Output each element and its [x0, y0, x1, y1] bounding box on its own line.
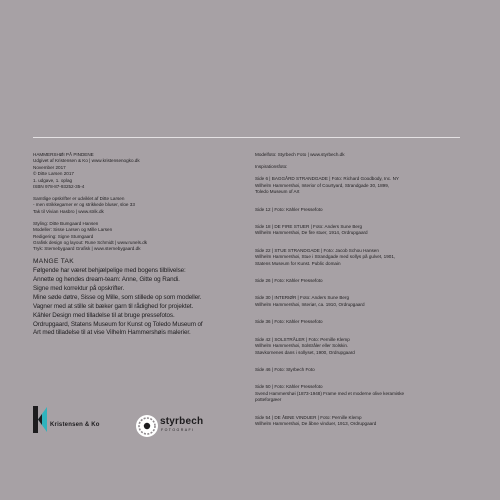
thanks-line: Mine søde døtre, Sisse og Mille, som stillede op som modeller. [33, 293, 202, 301]
photo-credit-entry [255, 176, 465, 195]
photo-credit-line: Wilhelm Hammershøi, De fire stuer, 1914, Ordrupgaard [255, 230, 368, 236]
photo-credit-line: Side 46 | Foto: Styrbech Foto [255, 366, 315, 372]
thanks-text [33, 267, 238, 338]
publish-date: November 2017 [33, 164, 66, 170]
styrbech-logo-icon [135, 414, 159, 438]
photo-credit-line: Wilhelm Hammershøi, De åbne vinduer, 1913, Ordrupgaard [255, 420, 377, 426]
divider-line [33, 137, 460, 138]
thanks-heading: MANGE TAK [33, 258, 74, 266]
photographer-logo-text: styrbech [160, 416, 204, 427]
colophon [33, 152, 238, 190]
logo-row [33, 406, 213, 440]
photo-credit-line: Side 50 | Foto: Kähler Pressefoto [255, 384, 323, 390]
photo-credit-line: Side 42 | SOLSTRÅLER | Foto: Pernille Klemp [255, 336, 350, 342]
photo-credit-line: Wilhelm Hammershøi, Solstråler eller Solskin. [255, 343, 349, 349]
photo-credit-line: Svend Hammershøi (1873-1948) Frame med et moderne olive keramiske [255, 390, 405, 396]
thanks-line: Vagner med at stille sit bæker garn til rådighed for projektet. [33, 302, 194, 310]
photo-credit-entry [255, 319, 465, 325]
thanks-line: Kähler Design med tilladelse til at bruge pressefotos. [33, 311, 175, 319]
photo-credit-entry [255, 295, 465, 308]
thanks-line: Ordrupgaard, Statens Museum for Kunst og Toledo Museum of [33, 320, 203, 328]
photo-credit-entry [255, 278, 465, 284]
left-column [33, 152, 238, 338]
photo-credit-line: Wilhelm Hammershøi, Interior of Courtyard, Strandgade 30, 1899, [255, 182, 390, 188]
kristensen-ko-logo-icon [33, 406, 47, 433]
photographer-logo-subtext: FOTOGRAFI [161, 428, 195, 432]
photo-credit-entry [255, 248, 465, 267]
photo-credit-line: Side 6 | BAGGÅRD STRANDGADE | Foto: Richard Goodbody, Inc. NY [255, 176, 399, 182]
edition: 1. udgave, 1. oplag [33, 177, 73, 183]
photo-credit-line: Side 18 | DE FIRE STUER | Foto: Anders Sune Berg [255, 224, 363, 230]
credits [33, 221, 238, 253]
photo-credit-line: Side 30 | INTERIØR | Foto: Anders Sune Berg [255, 295, 350, 301]
thanks-line: Følgende har været behjælpelige med bogens tilblivelse: [33, 267, 186, 275]
photo-credit-line: Wilhelm Hammershøi, Interiør, ca. 1910, Ordrupgaard [255, 301, 365, 307]
copyright: © Ditte Larsen 2017 [33, 171, 74, 177]
right-column [255, 152, 465, 438]
photo-credit-line: Side 54 | DE ÅBNE VINDUER | Foto: Pernille Klemp [255, 414, 362, 420]
photo-credit-entry [255, 337, 465, 356]
notice-line: Samtlige opskrifter er udviklet af Ditte Larsen [33, 196, 125, 202]
credit-line: Redigering: Signe Stumgaard [33, 233, 94, 239]
notice-line: - men strikkegarner er og strikkede bluser, sloe 33 [33, 202, 135, 208]
photo-credit-entry [255, 224, 465, 237]
book-title: HAMMERSHØI PÅ PINDENE [33, 152, 94, 157]
publisher-line: Udgivet af Kristensen & Ko | www.kristensenogko.dk [33, 158, 140, 164]
photo-credit-line: Side 12 | Foto: Kähler Pressefoto [255, 206, 323, 212]
photo-credit-entry [255, 384, 465, 403]
thanks-line: Annette og hendes dream-team: Anne, Gitte og Randi. [33, 275, 180, 283]
credit-line: Tryk: Sternebygaard Grafisk | www.sternebygaard.dk [33, 246, 141, 252]
photo-credit-entry [255, 415, 465, 428]
credit-line: Styling: Ditte Bumgaard Hansen [33, 220, 99, 226]
credit-line: Grafisk design og layout: Rune Schmidt | www.runels.dk [33, 240, 148, 246]
model-photo-credit: Modelfoto: Styrbech Foto | www.styrbech.dk [255, 152, 345, 157]
photo-credit-line: Side 22 | STUE STRANDGADE | Foto: Jacob Schou Hansen [255, 247, 379, 253]
photo-credit-line: Wilhelm Hammershøi, Stue i Strandgade med sollys på gulvet, 1901, [255, 254, 396, 260]
photo-credit-entry [255, 367, 465, 373]
isbn: ISBN 978-87-93252-35-4 [33, 184, 85, 190]
photo-credit-line: potteforgæer [255, 397, 282, 403]
notice-line: Tak til Vivian Hasbro | www.strik.dk [33, 208, 104, 214]
photo-credit-list [255, 176, 465, 427]
notice [33, 196, 238, 215]
photo-credit-line: Toledo Museum of Art [255, 189, 300, 195]
photo-credit-line: Side 36 | Foto: Kähler Pressefoto [255, 319, 323, 325]
inspiration-heading: Inspirationsfoto: [255, 164, 288, 170]
photo-credit-line: Statens Museum for Kunst. Public domain [255, 260, 341, 266]
publisher-logo-text: Kristensen & Ko [50, 422, 100, 428]
photo-credit-line: Støvkornenes dans i sollyset, 1900, Ordrupgaard [255, 349, 355, 355]
photo-credit-line: Side 26 | Foto: Kähler Pressefoto [255, 278, 323, 284]
photo-credit-entry [255, 207, 465, 213]
thanks-line: Signe med korrektur på opskrifter. [33, 284, 125, 292]
photo-intro [255, 152, 465, 171]
credit-line: Modeller: Sisse Larsen og Mille Larsen [33, 227, 113, 233]
thanks-line: Art med tilladelse til at vise Vilhelm Hammershøis malerier. [33, 329, 191, 337]
